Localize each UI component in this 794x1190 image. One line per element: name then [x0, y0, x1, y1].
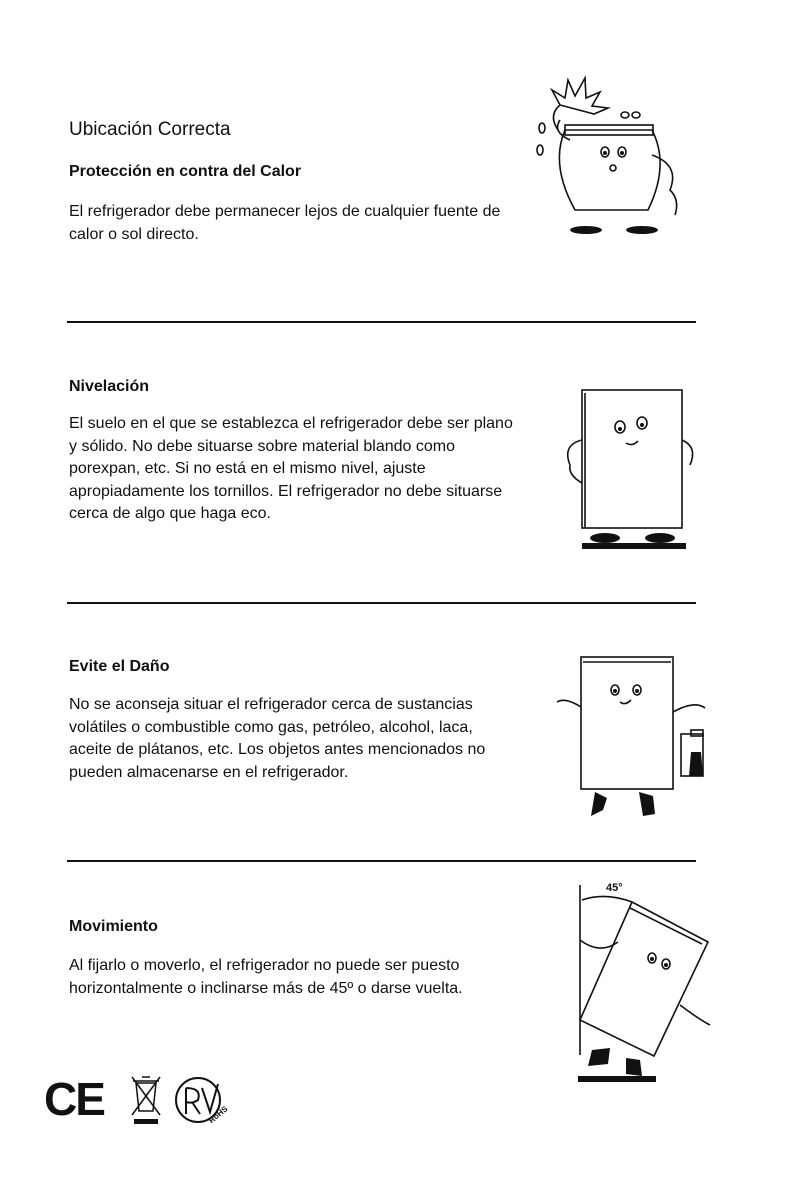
- section-body-damage: [69, 694, 485, 784]
- section-heading-heat: Protección en contra del Calor: [69, 163, 302, 180]
- rohs-logo: [172, 1074, 230, 1126]
- section-heading-damage: Evite el Daño: [69, 658, 170, 675]
- section-heading-leveling: Nivelación: [69, 378, 150, 395]
- body-line: No se aconseja situar el refrigerador cerca de sustancias: [69, 696, 473, 713]
- tilt-angle-label: 45°: [606, 882, 623, 894]
- section-body-movement: [69, 955, 463, 1000]
- hot-fridge-illustration: [530, 70, 700, 240]
- section-divider: [67, 321, 696, 323]
- body-line: apropiadamente los tornillos. El refrigerador no debe situarse: [69, 482, 503, 500]
- weee-bin-icon: [130, 1075, 162, 1125]
- fridge-with-bottles-illustration: [545, 652, 725, 822]
- level-fridge-illustration: [560, 385, 700, 555]
- body-line: aceite de plátanos, etc. Los objetos antes mencionados no: [69, 741, 486, 758]
- page-title: Ubicación Correcta: [69, 119, 231, 140]
- body-line: volátiles o combustible como gas, petróleo, alcohol, laca,: [69, 718, 473, 736]
- body-line: El suelo en el que se establezca el refrigerador debe ser plano: [69, 415, 513, 432]
- body-line: El refrigerador debe permanecer lejos de cualquier fuente de: [69, 203, 501, 220]
- body-line: porexpan, etc. Si no está en el mismo nivel, ajuste: [69, 460, 426, 477]
- body-line: calor o sol directo.: [69, 225, 199, 243]
- body-line: pueden almacenarse en el refrigerador.: [69, 763, 349, 781]
- section-divider: [67, 860, 696, 862]
- section-heading-movement: Movimiento: [69, 918, 158, 935]
- section-body-leveling: [69, 413, 513, 526]
- body-line: cerca de algo que haga eco.: [69, 505, 271, 522]
- tilted-fridge-illustration: [570, 880, 740, 1085]
- section-body-heat: [69, 201, 500, 246]
- body-line: y sólido. No debe situarse sobre material blando como: [69, 437, 455, 455]
- rohs-text: RoHS: [207, 1104, 230, 1126]
- body-line: horizontalmente o inclinarse más de 45º o darse vuelta.: [69, 979, 463, 997]
- section-divider: [67, 602, 696, 604]
- ce-mark-logo: CE: [44, 1073, 104, 1125]
- body-line: Al fijarlo o moverlo, el refrigerador no puede ser puesto: [69, 957, 460, 974]
